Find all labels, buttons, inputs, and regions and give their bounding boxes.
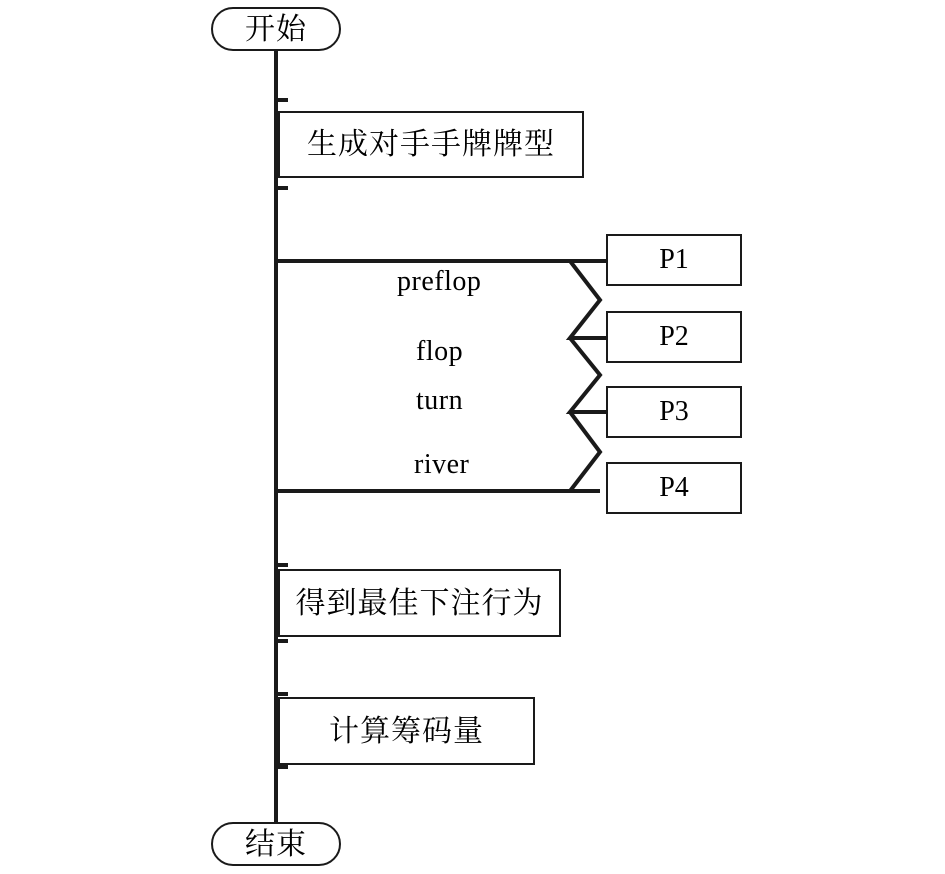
node-start-label: 开始 <box>245 12 307 46</box>
node-compute-chip-count[interactable] <box>278 697 535 765</box>
node-p2-label: P2 <box>659 320 689 352</box>
connector-p2 <box>570 261 606 338</box>
node-p1-label: P1 <box>659 243 689 275</box>
node-best-action-label: 得到最佳下注行为 <box>295 586 544 620</box>
node-start[interactable] <box>211 7 341 51</box>
stage-label-river <box>414 449 469 481</box>
stage-label-turn <box>416 385 463 417</box>
node-p3-label: P3 <box>659 395 689 427</box>
stage-label-river-text: river <box>414 449 470 480</box>
connector-p4 <box>570 412 600 491</box>
node-p1[interactable] <box>606 234 742 286</box>
node-p4[interactable] <box>606 462 742 514</box>
stage-label-preflop-text: preflop <box>397 266 482 297</box>
stage-label-flop-text: flop <box>416 336 464 367</box>
stage-label-preflop <box>397 266 481 298</box>
node-p3[interactable] <box>606 386 742 438</box>
node-generate-label: 生成对手手牌牌型 <box>307 128 555 161</box>
node-best-betting-action[interactable] <box>278 569 561 637</box>
node-end[interactable] <box>211 822 341 866</box>
stage-label-turn-text: turn <box>416 385 464 416</box>
node-end-label: 结束 <box>245 827 307 861</box>
node-compute-chips-label: 计算筹码量 <box>329 714 484 748</box>
node-p2[interactable] <box>606 311 742 363</box>
node-generate-opponent-hand[interactable] <box>278 111 584 178</box>
stage-label-flop <box>416 336 463 368</box>
node-p4-label: P4 <box>659 471 689 503</box>
connector-p3 <box>570 338 606 412</box>
